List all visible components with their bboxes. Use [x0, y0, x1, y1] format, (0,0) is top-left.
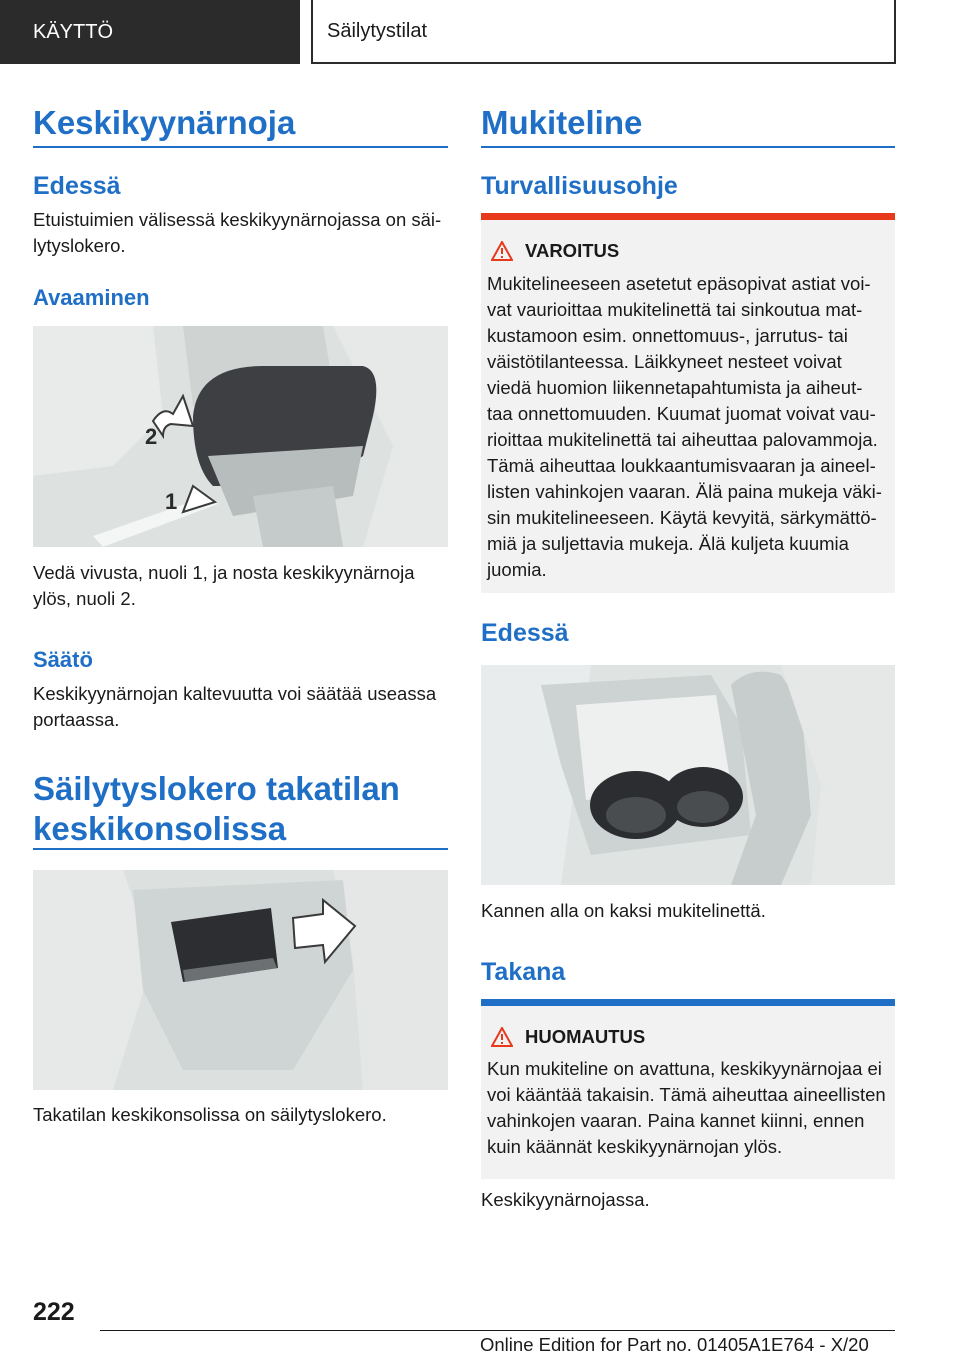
heading-rule: [33, 848, 448, 850]
warning-box: [481, 213, 895, 593]
footer-edition: Online Edition for Part no. 01405A1E764 - X/20: [480, 1334, 869, 1355]
notice-box: [481, 999, 895, 1179]
text-line: Mukitelineeseen asetetut epäsopivat astiat voi-: [487, 273, 871, 294]
page-number: 222: [33, 1298, 75, 1326]
text-line: miä ja suljettavia mukeja. Älä kuljeta kuumia: [487, 533, 849, 554]
subheading-open: Avaaminen: [33, 285, 150, 310]
text-line: listen vahinkojen vaaran. Älä paina mukeja väki-: [487, 481, 882, 502]
chapter-tab: [311, 0, 896, 64]
text-line: Vedä vivusta, nuoli 1, ja nosta keskikyynärnoja: [33, 562, 415, 583]
text-line: taa onnettomuuden. Kuumat juomat voivat vau-: [487, 403, 876, 424]
paragraph-cup-front: Kannen alla on kaksi mukitelinettä.: [481, 900, 766, 921]
heading-rule: [481, 146, 895, 148]
text-line: voi kääntää takaisin. Tämä aiheuttaa aineellisten: [487, 1084, 886, 1105]
paragraph-storage: Takatilan keskikonsolissa on säilytyslokero.: [33, 1104, 387, 1125]
text-line: kustamoon esim. onnettomuus-, jarrutus- tai: [487, 325, 848, 346]
text-line: sin mukitelineeseen. Käytä kevyitä, särkymättö-: [487, 507, 877, 528]
heading-storage: [33, 769, 400, 849]
notice-title: HUOMAUTUS: [525, 1026, 646, 1047]
text-line: Tämä aiheuttaa loukkaantumisvaaran ja aineel-: [487, 455, 876, 476]
chapter-label: Säilytystilat: [327, 19, 428, 42]
subheading-front: Edessä: [33, 172, 121, 200]
section-label: KÄYTTÖ: [33, 20, 114, 43]
section-tab: [0, 0, 300, 64]
paragraph-rear: Keskikyynärnojassa.: [481, 1189, 650, 1210]
text-line: Keskikyynärnojan kaltevuutta voi säätää useassa: [33, 683, 437, 704]
text-line: väistötilanteessa. Läikkyneet nesteet voivat: [487, 351, 842, 372]
subheading-safety: Turvallisuusohje: [481, 172, 678, 200]
warning-icon: [491, 1027, 513, 1047]
warning-bar: [481, 213, 895, 220]
text-line: vahinkojen vaaran. Paina kannet kiinni, ennen: [487, 1110, 865, 1131]
svg-text:2: 2: [145, 424, 158, 449]
footer-rule: [100, 1330, 895, 1331]
text-line: ylös, nuoli 2.: [33, 588, 136, 609]
svg-text:1: 1: [165, 489, 178, 514]
paragraph-adjust: [33, 681, 436, 733]
front-cupholder-illustration: [481, 665, 895, 885]
warning-icon: [491, 241, 513, 261]
text-line: Kun mukiteline on avattuna, keskikyynärnojaa ei: [487, 1058, 882, 1079]
warning-title: VAROITUS: [525, 240, 620, 261]
notice-text: [487, 1056, 887, 1160]
text-line: viedä huomion liikennetapahtumista ja aiheut-: [487, 377, 863, 398]
text-line: kuin käännät keskikyynärnojan ylös.: [487, 1136, 783, 1157]
subheading-cup-front: Edessä: [481, 619, 569, 647]
paragraph-open: [33, 560, 415, 612]
heading-line: Säilytyslokero takatilan: [33, 770, 400, 807]
heading-line: keskikonsolissa: [33, 810, 287, 847]
heading-cupholder: Mukiteline: [481, 104, 643, 141]
text-line: portaassa.: [33, 709, 120, 730]
rear-storage-illustration: [33, 870, 448, 1090]
paragraph-front: [33, 207, 441, 259]
text-line: juomia.: [487, 559, 547, 580]
text-line: Etuistuimien välisessä keskikyynärnojassa on säi-: [33, 209, 442, 230]
heading-rule: [33, 146, 448, 148]
heading-armrest: Keskikyynärnoja: [33, 104, 296, 141]
text-line: rioittaa mukitelinettä tai aiheuttaa palovammoja.: [487, 429, 878, 450]
notice-bar: [481, 999, 895, 1006]
text-line: lytyslokero.: [33, 235, 126, 256]
subheading-adjust: Säätö: [33, 647, 93, 672]
armrest-illustration: [33, 326, 448, 547]
text-line: vat vaurioittaa mukitelinettä tai sinkoutua mat-: [487, 299, 863, 320]
subheading-rear: Takana: [481, 958, 566, 986]
warning-text: [487, 271, 887, 583]
